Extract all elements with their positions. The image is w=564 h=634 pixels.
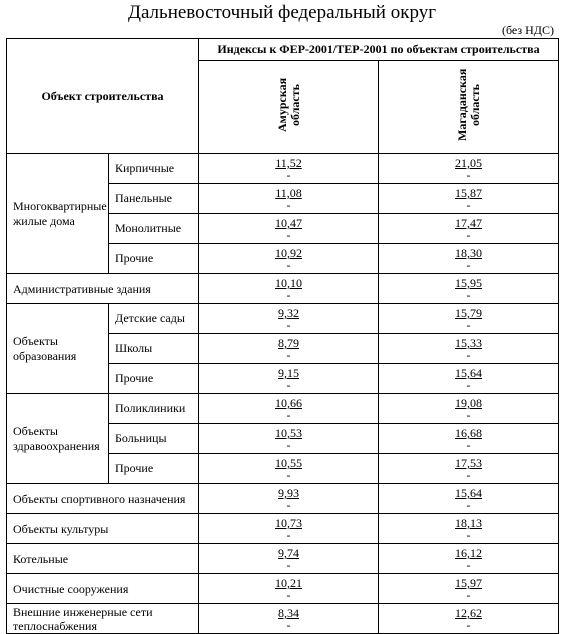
index-dash: - <box>466 408 471 422</box>
row-label: Панельные <box>109 184 199 214</box>
index-dash: - <box>286 258 291 272</box>
value-cell <box>379 514 559 544</box>
row-label: Прочие <box>109 364 199 394</box>
row-label: Прочие <box>109 244 199 274</box>
region-header-amur <box>199 61 379 154</box>
value-cell <box>379 544 559 574</box>
value-cell <box>199 154 379 184</box>
index-value: 15,97 <box>455 576 482 590</box>
region-header-label: Амурская область <box>274 77 302 133</box>
row-label: Котельные <box>7 544 199 574</box>
index-dash: - <box>466 528 471 542</box>
index-value: 10,55 <box>275 456 302 470</box>
index-dash: - <box>286 228 291 242</box>
value-cell <box>199 274 379 304</box>
index-dash: - <box>466 618 471 632</box>
index-dash: - <box>286 528 291 542</box>
table-row <box>7 394 559 424</box>
index-value: 12,62 <box>455 606 482 620</box>
row-label: Детские сады <box>109 304 199 334</box>
index-dash: - <box>286 468 291 482</box>
region-header-magadan <box>379 61 559 154</box>
index-dash: - <box>466 258 471 272</box>
value-cell <box>379 364 559 394</box>
table-row <box>7 514 559 544</box>
table-row <box>7 154 559 184</box>
row-label: Больницы <box>109 424 199 454</box>
value-cell <box>379 604 559 634</box>
index-value: 10,47 <box>275 216 302 230</box>
index-value: 11,08 <box>275 186 302 200</box>
vat-note: (без НДС) <box>501 23 554 37</box>
index-dash: - <box>466 168 471 182</box>
value-cell <box>379 484 559 514</box>
index-dash: - <box>286 588 291 602</box>
value-cell <box>199 184 379 214</box>
value-cell <box>379 454 559 484</box>
index-dash: - <box>466 378 471 392</box>
index-value: 10,73 <box>275 516 302 530</box>
value-cell <box>379 424 559 454</box>
index-dash: - <box>286 198 291 212</box>
group-label: Объекты здравоохранения <box>7 394 109 484</box>
value-cell <box>199 454 379 484</box>
index-value: 9,32 <box>278 306 299 320</box>
index-dash: - <box>466 348 471 362</box>
index-value: 15,79 <box>455 306 482 320</box>
value-cell <box>199 364 379 394</box>
index-dash: - <box>286 408 291 422</box>
index-value: 15,64 <box>455 486 482 500</box>
index-value: 10,92 <box>275 246 302 260</box>
index-value: 8,34 <box>278 606 299 620</box>
index-value: 9,93 <box>278 486 299 500</box>
row-label: Монолитные <box>109 214 199 244</box>
table-row <box>7 544 559 574</box>
row-label: Объекты культуры <box>7 514 199 544</box>
value-cell <box>379 274 559 304</box>
index-value: 15,64 <box>455 366 482 380</box>
index-value: 16,12 <box>455 546 482 560</box>
index-value: 11,52 <box>275 156 302 170</box>
index-dash: - <box>466 468 471 482</box>
indices-header <box>199 39 559 61</box>
table-row <box>7 274 559 304</box>
value-cell <box>379 214 559 244</box>
group-label: Объекты образования <box>7 304 109 394</box>
index-value: 16,68 <box>455 426 482 440</box>
row-label: Объекты спортивного назначения <box>7 484 199 514</box>
index-dash: - <box>286 498 291 512</box>
row-label: Внешние инженерные сети теплоснабжения <box>7 604 199 634</box>
index-dash: - <box>286 618 291 632</box>
object-column-header <box>7 39 199 154</box>
index-value: 10,10 <box>275 276 302 290</box>
row-label: Поликлиники <box>109 394 199 424</box>
index-value: 17,47 <box>455 216 482 230</box>
index-value: 8,79 <box>278 336 299 350</box>
index-dash: - <box>286 378 291 392</box>
index-dash: - <box>466 588 471 602</box>
index-value: 10,53 <box>275 426 302 440</box>
value-cell <box>199 304 379 334</box>
index-value: 18,13 <box>455 516 482 530</box>
index-value: 15,33 <box>455 336 482 350</box>
index-dash: - <box>466 318 471 332</box>
index-value: 19,08 <box>455 396 482 410</box>
value-cell <box>379 334 559 364</box>
index-value: 17,53 <box>455 456 482 470</box>
index-dash: - <box>286 438 291 452</box>
value-cell <box>199 244 379 274</box>
index-dash: - <box>286 348 291 362</box>
index-value: 15,95 <box>455 276 482 290</box>
page-title: Дальневосточный федеральный округ <box>128 2 436 23</box>
value-cell <box>379 394 559 424</box>
index-dash: - <box>286 168 291 182</box>
value-cell <box>199 574 379 604</box>
value-cell <box>379 154 559 184</box>
value-cell <box>199 394 379 424</box>
indices-table <box>6 38 559 634</box>
index-value: 10,66 <box>275 396 302 410</box>
value-cell <box>379 244 559 274</box>
index-value: 10,21 <box>275 576 302 590</box>
table-row <box>7 604 559 634</box>
index-dash: - <box>466 228 471 242</box>
table-row <box>7 304 559 334</box>
index-dash: - <box>286 288 291 302</box>
index-dash: - <box>286 318 291 332</box>
value-cell <box>379 304 559 334</box>
value-cell <box>379 574 559 604</box>
value-cell <box>199 514 379 544</box>
row-label: Прочие <box>109 454 199 484</box>
indices-header-label: Индексы к ФЕР-2001/ТЕР-2001 по объектам строительства <box>217 42 540 56</box>
value-cell <box>199 604 379 634</box>
index-dash: - <box>466 558 471 572</box>
table-row <box>7 574 559 604</box>
row-label: Кирпичные <box>109 154 199 184</box>
index-value: 9,15 <box>278 366 299 380</box>
value-cell <box>199 484 379 514</box>
index-dash: - <box>466 198 471 212</box>
index-dash: - <box>466 438 471 452</box>
index-value: 15,87 <box>455 186 482 200</box>
object-column-header-label: Объект строительства <box>41 88 164 103</box>
region-header-label: Магаданская область <box>454 68 482 142</box>
value-cell <box>199 544 379 574</box>
value-cell <box>199 334 379 364</box>
index-value: 9,74 <box>278 546 299 560</box>
index-value: 18,30 <box>455 246 482 260</box>
index-dash: - <box>286 558 291 572</box>
row-label: Очистные сооружения <box>7 574 199 604</box>
value-cell <box>199 214 379 244</box>
row-label: Административные здания <box>7 274 199 304</box>
index-dash: - <box>466 288 471 302</box>
row-label: Школы <box>109 334 199 364</box>
value-cell <box>379 184 559 214</box>
table-row <box>7 484 559 514</box>
group-label: Многоквартирные жилые дома <box>7 154 109 274</box>
value-cell <box>199 424 379 454</box>
index-value: 21,05 <box>455 156 482 170</box>
index-dash: - <box>466 498 471 512</box>
